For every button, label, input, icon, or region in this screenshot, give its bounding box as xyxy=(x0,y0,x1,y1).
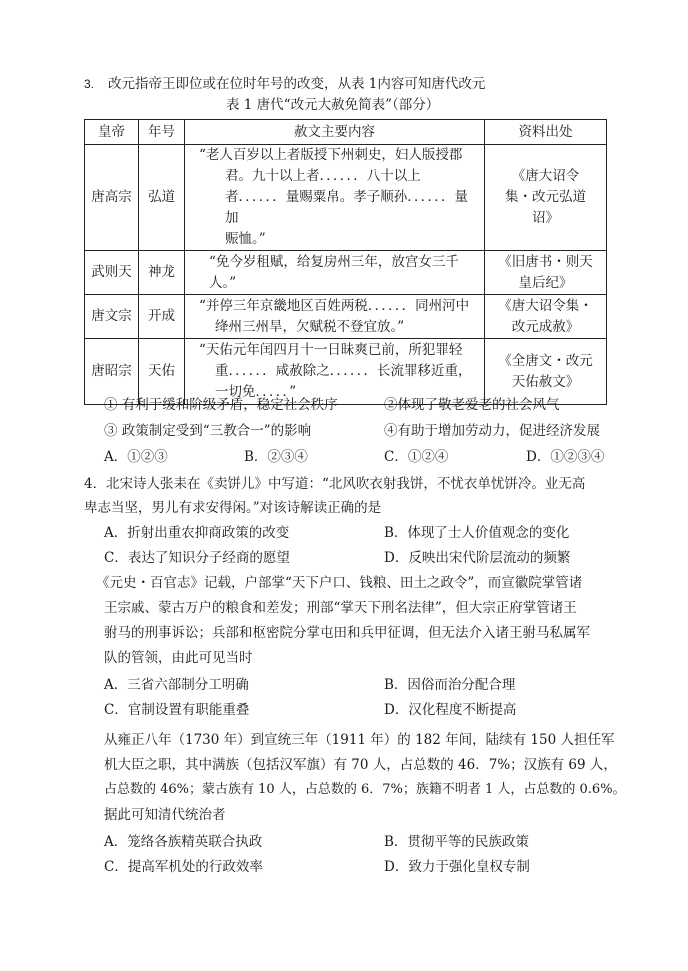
q5-stem-line: 王宗戚、蒙古万户的粮食和差发；刑部“掌天下刑名法律”，但大宗正府掌管诸王 xyxy=(104,600,577,616)
source-line: 诏》 xyxy=(532,210,559,226)
table-row xyxy=(85,295,607,339)
statement: ③ 政策制定受到“三教合一”的影响 xyxy=(104,423,312,439)
source-line: 改元成赦》 xyxy=(511,318,580,335)
table-row xyxy=(85,251,607,295)
q3-stem: 改元指帝王即位或在位时年号的改变，从表 1内容可知唐代改元 xyxy=(108,76,486,92)
table-row xyxy=(85,145,607,251)
q6-stem-line: 占总数的 46%；蒙古族有 10 人，占总数的 6．7%；族籍不明者 1 人，占总数的 0.6%。 xyxy=(104,782,626,797)
table-header-row xyxy=(85,120,607,145)
header-emperor: 皇帝 xyxy=(85,120,139,145)
q6-option-d: D．致力于强化皇权专制 xyxy=(384,859,530,875)
q3-option-b: B．②③④ xyxy=(244,449,308,465)
content-line: 者．．．．．．量赐粟帛。孝子顺孙．．．．．．量加 xyxy=(225,189,468,226)
q6-stem-line: 据此可知清代统治者 xyxy=(104,807,226,823)
q5-option-a: A．三省六部制分工明确 xyxy=(104,677,249,693)
era-cell: 开成 xyxy=(139,295,185,339)
source-line: 集・改元弘道 xyxy=(505,189,586,205)
source-line: 《唐大诏令集・ xyxy=(498,297,593,314)
header-era: 年号 xyxy=(139,120,185,145)
content-line: 一切免．．．．．” xyxy=(215,384,297,400)
q6-stem-line: 机大臣之职，其中满族（包括汉军旗）有 70 人，占总数的 46．7%；汉族有 69 人， xyxy=(104,757,617,773)
content-cell xyxy=(185,295,485,339)
q5-option-c: C．官制设置有职能重叠 xyxy=(104,702,250,718)
source-line: 《全唐文・改元 xyxy=(498,352,593,369)
header-source: 资料出处 xyxy=(485,120,607,145)
content-line: 绛州三州旱，欠赋税不登宜放。” xyxy=(215,318,405,335)
emperor-cell: 唐昭宗 xyxy=(85,339,139,405)
content-line: “并停三年京畿地区百姓两税．．．．．．同州河中 xyxy=(199,297,470,314)
statement: ②体现了敬老爱老的社会风气 xyxy=(384,397,560,413)
emperor-cell: 唐高宗 xyxy=(85,145,139,251)
q5-option-b: B．因俗而治分配合理 xyxy=(384,677,516,693)
content-line: 君。九十以上者．．．．．．八十以上 xyxy=(225,168,421,184)
statement: ① 有利于缓和阶级矛盾，稳定社会秩序 xyxy=(104,397,338,413)
q4-stem-line: 卑志当坚，男儿有求安得闲。”对该诗解读正确的是 xyxy=(84,500,382,516)
content-line: “老人百岁以上者版授下州刺史，妇人版授郡 xyxy=(199,147,463,163)
source-cell xyxy=(485,295,607,339)
q4-option-d: D．反映出宋代阶层流动的频繁 xyxy=(384,550,571,566)
era-cell: 天佑 xyxy=(139,339,185,405)
content-cell xyxy=(185,145,485,251)
emperor-cell: 武则天 xyxy=(85,251,139,295)
q5-stem-line: 《元史・百官志》记载，户部掌“天下户口、钱粮、田土之政令”，而宣徽院掌管诸 xyxy=(96,575,583,591)
q3-number: 3. xyxy=(84,77,95,91)
table-caption: 表 1 唐代“改元大赦免简表”（部分） xyxy=(226,97,440,113)
q5-stem-line: 驸马的刑事诉讼；兵部和枢密院分掌屯田和兵甲征调，但无法介入诸王驸马私属军 xyxy=(104,625,590,641)
statement: ④有助于增加劳动力，促进经济发展 xyxy=(384,423,600,439)
edict-table xyxy=(84,119,607,405)
q4-option-c: C．表达了知识分子经商的愿望 xyxy=(104,550,290,566)
content-line: 赈恤。” xyxy=(225,231,266,247)
q3-option-c: C．①②④ xyxy=(384,449,449,465)
content-line: 重．．．．．．咸赦除之．．．．．．长流罪移近重， xyxy=(215,363,472,379)
q3-option-d: D．①②③④ xyxy=(526,449,605,465)
q6-option-c: C．提高军机处的行政效率 xyxy=(104,859,263,875)
content-line: “免今岁租赋，给复房州三年，放宫女三千人。” xyxy=(209,253,459,291)
header-content: 赦文主要内容 xyxy=(185,120,485,145)
q5-stem-line: 队的管领，由此可见当时 xyxy=(104,650,253,666)
q5-option-d: D．汉化程度不断提高 xyxy=(384,702,517,718)
source-line: 皇后纪》 xyxy=(518,274,573,291)
q6-option-a: A．笼络各族精英联合执政 xyxy=(104,834,263,850)
source-cell xyxy=(485,251,607,295)
source-line: 天佑赦文》 xyxy=(511,373,580,390)
q4-number: 4． xyxy=(84,476,107,492)
q6-stem-line: 从雍正八年（1730 年）到宣统三年（1911 年）的 182 年间，陆续有 150 人担任军 xyxy=(104,732,615,748)
content-line: “天佑元年闰四月十一日昧爽已前，所犯罪轻 xyxy=(199,342,463,358)
content-cell xyxy=(185,251,485,295)
source-line: 《唐大诏令 xyxy=(511,168,580,184)
source-cell xyxy=(485,145,607,251)
emperor-cell: 唐文宗 xyxy=(85,295,139,339)
era-cell: 神龙 xyxy=(139,251,185,295)
era-cell: 弘道 xyxy=(139,145,185,251)
source-line: 《旧唐书・则天 xyxy=(498,253,593,270)
q4-stem-line: 北宋诗人张耒在《卖饼儿》中写道：“北风吹衣射我饼，不忧衣单忧饼冷。业无高 xyxy=(106,476,586,492)
q3-option-a: A．①②③ xyxy=(104,449,168,465)
q4-option-a: A．折射出重农抑商政策的改变 xyxy=(104,525,290,541)
q4-option-b: B．体现了士人价值观念的变化 xyxy=(384,525,570,541)
q6-option-b: B．贯彻平等的民族政策 xyxy=(384,834,529,850)
